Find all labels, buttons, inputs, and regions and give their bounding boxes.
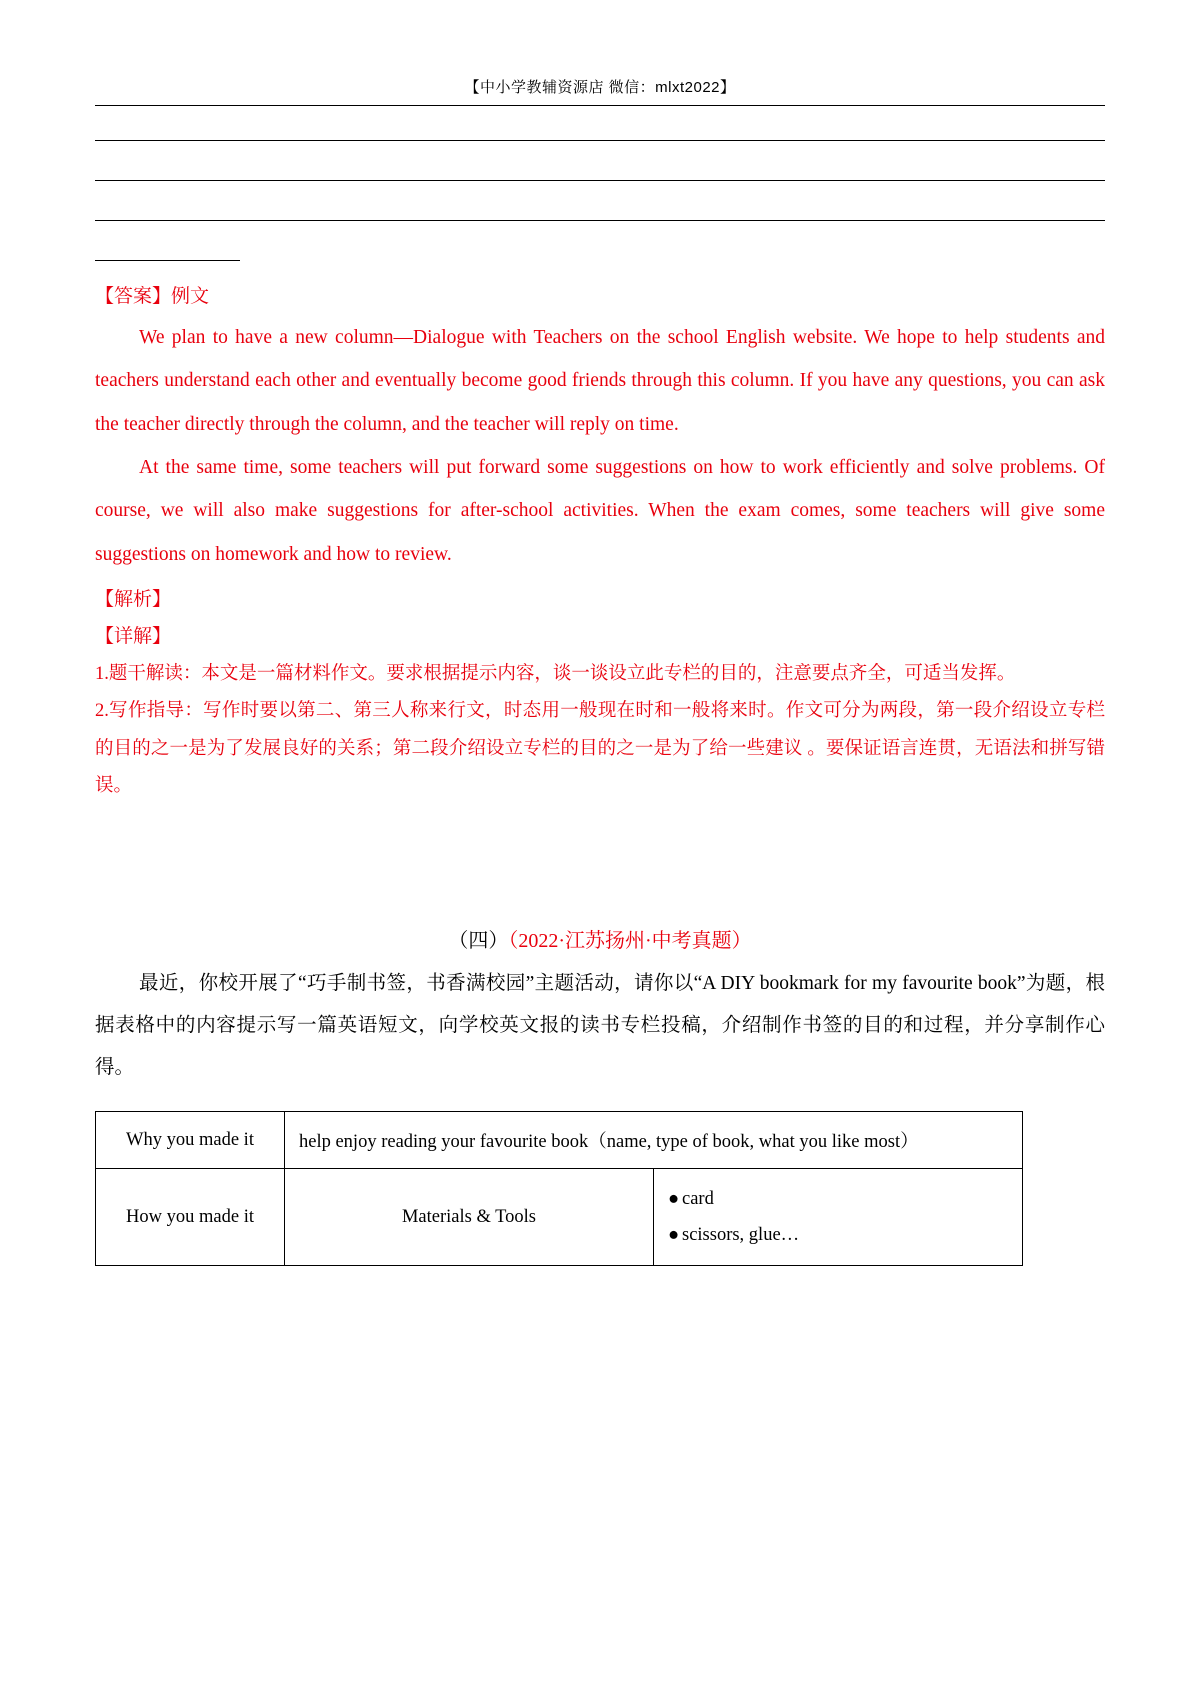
- analysis-label: 【解析】: [95, 588, 172, 610]
- list-item: [668, 1217, 1008, 1253]
- question-table: [95, 1111, 1023, 1267]
- table-cell-how-label: How you made it: [96, 1169, 285, 1266]
- answer-blank-line-2: [95, 180, 1105, 181]
- answer-paragraph-1: We plan to have a new column—Dialogue with Teachers on the school English website. We hope to help students and teachers understand each other and eventually become good friends through this column. If you have any questions, you can ask the teacher directly through the column, and the teacher will reply on time.: [95, 327, 1105, 435]
- detail-label: 【详解】: [95, 625, 172, 647]
- answer-blank-line-3: [95, 220, 1105, 221]
- list-item-label: card: [682, 1189, 714, 1210]
- question-number: （四）: [448, 929, 509, 952]
- header-watermark: 【中小学教辅资源店 微信：mlxt2022】: [464, 79, 736, 96]
- list-item-label: scissors, glue…: [682, 1225, 800, 1246]
- bullet-icon: ●: [668, 1189, 680, 1210]
- answer-paragraph-2: At the same time, some teachers will put forward some suggestions on how to work efficiently and solve problems. Of course, we will also make suggestions for after-school activities. When the exam comes, some teachers will give some suggestions on homework and how to review.: [95, 456, 1105, 565]
- question-source: （2022·江苏扬州·中考真题）: [508, 929, 752, 952]
- table-cell-materials-label: Materials & Tools: [285, 1169, 654, 1266]
- table-cell-why-content: help enjoy reading your favourite book（name, type of book, what you like most）: [285, 1111, 1023, 1168]
- page-header: [95, 0, 1105, 106]
- answer-label: 【答案】例文: [95, 286, 210, 307]
- question-prompt: 最近，你校开展了“巧手制书签，书香满校园”主题活动，请你以“A DIY bookmark for my favourite book”为题，根据表格中的内容提示写一篇英语短文，向学校英文报的读书专栏投稿，介绍制作书签的目的和过程，并分享制作心得。: [95, 972, 1105, 1078]
- analysis-point-2: 2.写作指导：写作时要以第二、第三人称来行文，时态用一般现在时和一般将来时。作文可分为两段，第一段介绍设立专栏的目的之一是为了发展良好的关系；第二段介绍设立专栏的目的之一是为了给一些建议 。要保证语言连贯，无语法和拼写错误。: [95, 701, 1105, 797]
- bullet-icon: ●: [668, 1225, 680, 1246]
- table-cell-materials-list: [654, 1169, 1023, 1266]
- question-title: [95, 924, 1105, 953]
- answer-blank-line-4: [95, 260, 240, 261]
- analysis-point-1: 1.题干解读：本文是一篇材料作文。要求根据提示内容，谈一谈设立此专栏的目的，注意要点齐全，可适当发挥。: [95, 664, 1016, 685]
- table-cell-why-label: Why you made it: [96, 1111, 285, 1168]
- table-row: [96, 1111, 1023, 1168]
- document-content: [95, 106, 1105, 1266]
- answer-blank-line-1: [95, 140, 1105, 141]
- list-item: [668, 1181, 1008, 1217]
- table-row: [96, 1169, 1023, 1266]
